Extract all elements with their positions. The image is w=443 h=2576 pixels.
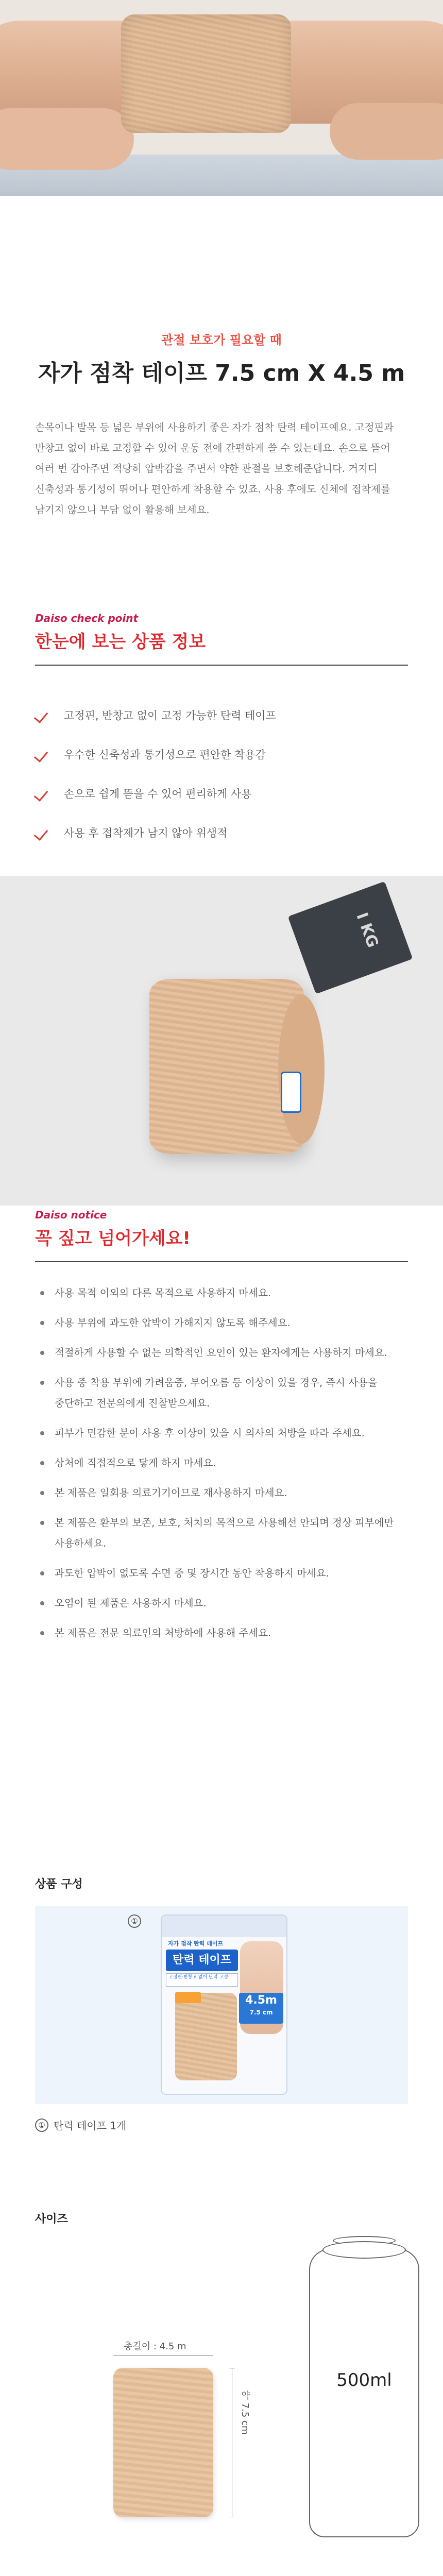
size-tape-roll: [113, 2368, 213, 2517]
notice-list: [35, 1283, 411, 1653]
notice-item: 본 제품은 전문 의료인의 처방하에 사용해 주세요.: [35, 1623, 411, 1643]
checkpoint-item: [35, 774, 408, 813]
can-volume-label: 500ml: [336, 2370, 392, 2391]
dumbbell-text: I KG: [352, 910, 382, 951]
hero-photo: [0, 0, 443, 196]
notice-item: 사용 부위에 과도한 압박이 가해지지 않도록 해주세요.: [35, 1313, 411, 1333]
fingers-shape: [330, 103, 443, 160]
bandage-wrap-shape: [121, 14, 291, 133]
checkpoint-item-text: 우수한 신축성과 통기성으로 편안한 착용감: [64, 749, 266, 761]
notice-item: 상처에 직접적으로 닿게 하지 마세요.: [35, 1453, 411, 1473]
product-title: 자가 점착 테이프 7.5 cm X 4.5 m: [38, 360, 405, 386]
checkpoint-item-text: 고정핀, 반창고 없이 고정 가능한 탄력 테이프: [64, 709, 276, 722]
length-dimension-line: [113, 2355, 213, 2356]
tape-roll-end-shape: [278, 994, 325, 1144]
check-icon: [35, 749, 53, 760]
notice-item: 피부가 민감한 분이 사용 후 이상이 있을 시 의사의 처방을 따라 주세요.: [35, 1423, 411, 1444]
checkpoint-item-text: 사용 후 접착제가 남지 않아 위생적: [64, 827, 228, 839]
can-outline: [309, 2249, 419, 2537]
notice-item: 본 제품은 환부의 보존, 보호, 처치의 목적으로 사용해선 안되며 정상 피부에만 사용하세요.: [35, 1513, 411, 1554]
package-roll-image: [175, 1993, 237, 2080]
checkpoint-item-text: 손으로 쉽게 뜯을 수 있어 편리하게 사용: [64, 788, 252, 800]
notice-label: Daiso notice: [35, 1209, 107, 1221]
product-photo: [0, 876, 443, 1206]
can-top-shape: [322, 2241, 406, 2259]
package-hanger: [162, 1916, 286, 1937]
checkpoint-heading: 한눈에 보는 상품 정보: [35, 632, 206, 652]
checkpoint-list: [35, 696, 408, 852]
notice-item: 사용 중 착용 부위에 가려움증, 부어오름 등 이상이 있을 경우, 즉시 사용을 중단하고 전문의에게 진찰받으세요.: [35, 1372, 411, 1414]
package-name: 탄력 테이프: [166, 1950, 238, 1971]
hand-shape: [0, 108, 134, 170]
contents-title: 상품 구성: [35, 1878, 83, 1891]
package-band-text: 고정핀·반창고 없이 탄력 고정!: [166, 1973, 238, 1987]
notice-item: 적절하게 사용할 수 없는 의학적인 요인이 있는 환자에게는 사용하지 마세요.: [35, 1343, 411, 1363]
package-subline: 자가 점착 탄력 테이프: [168, 1940, 224, 1947]
intro-kicker: 관절 보호가 필요할 때: [161, 333, 282, 347]
check-icon: [35, 709, 53, 721]
notice-item: 과도한 압박이 없도록 수면 중 및 장시간 동안 착용하지 마세요.: [35, 1563, 411, 1584]
contents-caption-text: 탄력 테이프 1개: [54, 2120, 127, 2132]
checkpoint-item: [35, 735, 408, 774]
checkpoint-label: Daiso check point: [35, 612, 139, 624]
package-image: [161, 1914, 287, 2095]
width-label: 약 7.5 cm: [240, 2391, 250, 2435]
package-width: 7.5 cm: [249, 2009, 273, 2016]
check-icon: [35, 788, 53, 799]
check-icon: [35, 827, 53, 838]
notice-divider: [35, 1261, 408, 1262]
package-size-unit: m: [265, 1994, 277, 2007]
checkpoint-item: [35, 696, 408, 735]
checkpoint-divider: [35, 665, 408, 666]
package-size-value: 4.5: [245, 1994, 266, 2007]
checkpoint-item: [35, 813, 408, 852]
notice-item: 사용 목적 이외의 다른 목적으로 사용하지 마세요.: [35, 1283, 411, 1303]
contents-caption: [35, 2117, 126, 2132]
item-number-badge: ①: [128, 1914, 141, 1928]
length-label: 총길이 : 4.5 m: [124, 2341, 186, 2352]
notice-item: 본 제품은 일회용 의료기기이므로 재사용하지 마세요.: [35, 1483, 411, 1503]
caption-number-badge: ①: [35, 2119, 48, 2132]
intro-description: 손목이나 발목 등 넓은 부위에 사용하기 좋은 자가 점착 탄력 테이프예요. 고정핀과 반창고 없이 바로 고정할 수 있어 운동 전에 간편하게 쓸 수 있는데요. 손으로 뜯어 여러 번 감아주면 적당히 압박감을 주면서 약한 관절을 보호해준답니다. 거지디 신축성과 통기성이 뛰어나 편안하게 착용할 수 있죠. 사용 후에도 신체에 접착제를 남기지 않으니 부담 없이 활용해 보세요.: [35, 421, 394, 516]
package-size: [239, 1993, 283, 2024]
size-title: 사이즈: [35, 2213, 68, 2226]
notice-heading: 꼭 짚고 넘어가세요!: [35, 1228, 191, 1249]
tape-label-shape: [281, 1072, 301, 1113]
notice-item: 오염이 된 제품은 사용하지 마세요.: [35, 1593, 411, 1614]
package-badge: [175, 1992, 201, 2003]
dumbbell-shape: [288, 882, 413, 994]
